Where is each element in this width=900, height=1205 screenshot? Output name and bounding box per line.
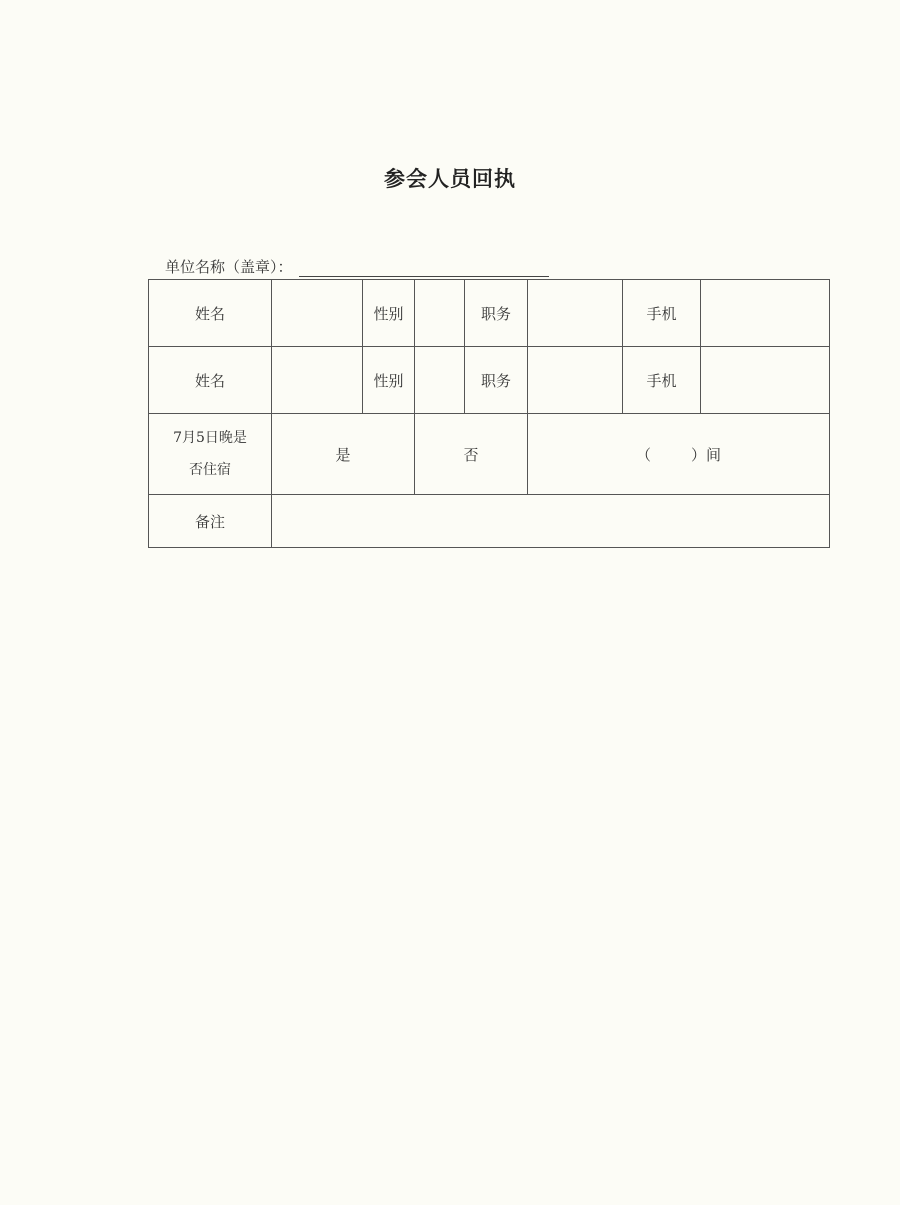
name-field[interactable] <box>272 347 363 414</box>
phone-label-cell: 手机 <box>623 280 701 347</box>
gender-label-cell: 性别 <box>363 347 415 414</box>
gender-field[interactable] <box>415 347 465 414</box>
accommodation-label-line2: 否住宿 <box>189 462 231 478</box>
accommodation-no-option[interactable]: 否 <box>415 414 528 495</box>
gender-label-cell: 性别 <box>363 280 415 347</box>
accommodation-yes-option[interactable]: 是 <box>272 414 415 495</box>
gender-field[interactable] <box>415 280 465 347</box>
page-title: 参会人员回执 <box>384 167 516 191</box>
reply-form-table <box>148 279 830 548</box>
unit-name-line <box>165 256 549 277</box>
remarks-row <box>149 495 830 548</box>
unit-name-blank[interactable] <box>299 262 549 277</box>
accommodation-row <box>149 414 830 495</box>
position-label-cell: 职务 <box>465 280 528 347</box>
name-label-cell: 姓名 <box>149 280 272 347</box>
name-label-cell: 姓名 <box>149 347 272 414</box>
remarks-label-cell: 备注 <box>149 495 272 548</box>
person-row-1 <box>149 280 830 347</box>
accommodation-label-cell <box>149 414 272 495</box>
accommodation-label-line1: 7月5日晚是 <box>173 430 247 446</box>
name-field[interactable] <box>272 280 363 347</box>
room-count-close-label: ）间 <box>691 445 722 464</box>
person-row-2 <box>149 347 830 414</box>
position-field[interactable] <box>528 347 623 414</box>
position-label-cell: 职务 <box>465 347 528 414</box>
phone-label-cell: 手机 <box>623 347 701 414</box>
phone-field[interactable] <box>701 280 830 347</box>
room-count-open-paren: （ <box>635 445 651 464</box>
position-field[interactable] <box>528 280 623 347</box>
remarks-field[interactable] <box>272 495 830 548</box>
room-count-field[interactable] <box>528 414 830 495</box>
unit-name-label: 单位名称（盖章）： <box>165 258 293 276</box>
phone-field[interactable] <box>701 347 830 414</box>
